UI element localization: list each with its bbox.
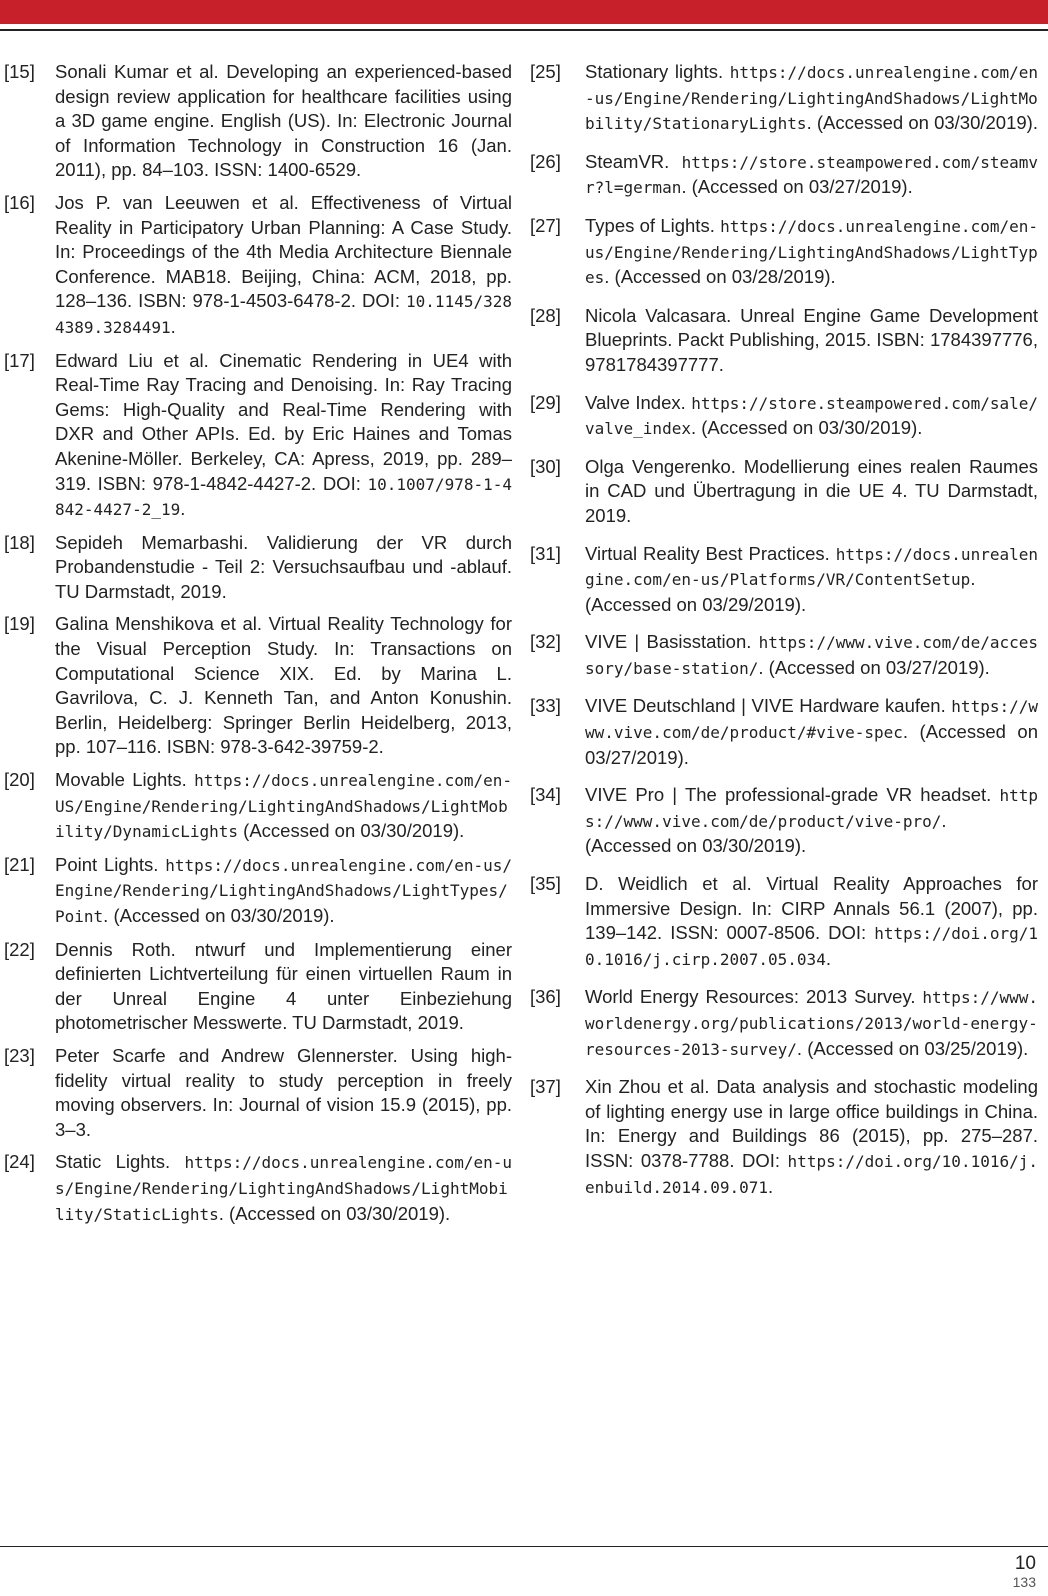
reference-text: Types of Lights.: [585, 214, 721, 236]
reference-text: Sepideh Memarbashi. Validierung der VR durch Probandenstudie - Teil 2: Versuchsaufbau und -ablauf. TU Darmstadt, 2019.: [55, 531, 512, 602]
reference-entry: [526, 630, 1038, 681]
reference-tail: . (Accessed on 03/30/2019).: [806, 112, 1038, 134]
reference-entry: [526, 150, 1038, 201]
reference-tail: . (Accessed on 03/28/2019).: [604, 266, 836, 288]
reference-link[interactable]: https://docs.unrealengine.com/en-us/Platforms/VR/ContentSetup: [585, 544, 1038, 590]
reference-number: [19]: [4, 613, 35, 635]
reference-text: Peter Scarfe and Andrew Glennerster. Using high-fidelity virtual reality to study perception in freely moving observers. In: Journal of vision 15.9 (2015), pp. 3–3.: [55, 1044, 512, 1140]
reference-link[interactable]: https://docs.unrealengine.com/en-us/Engine/Rendering/LightingAndShadows/LightTypes: [585, 216, 1038, 288]
reference-number: [26]: [530, 150, 561, 172]
reference-entry: [0, 768, 512, 845]
header-accent-bar: [0, 0, 1048, 24]
reference-tail: .: [768, 1175, 774, 1197]
reference-entry: [0, 60, 512, 183]
reference-link[interactable]: https://docs.unrealengine.com/en-us/Engine/Rendering/LightingAndShadows/LightTypes/Point: [55, 855, 512, 926]
reference-tail: .: [825, 947, 831, 969]
reference-tail: . (Accessed on 03/30/2019).: [690, 417, 923, 439]
reference-text: SteamVR.: [585, 150, 682, 172]
reference-number: [31]: [530, 542, 561, 564]
references-right-column: [526, 60, 1038, 1213]
references-left-column: [0, 60, 512, 1235]
reference-entry: [526, 455, 1038, 529]
reference-text: Galina Menshikova et al. Virtual Reality Technology for the Visual Perception Study. In: Transactions on Computational Science XIX. Ed. by Marina L. Gavrilova, C. J. Kenneth Tan, and Anton Konushin. Berlin, Heidelberg: Springer Berlin Heidelberg, 2013, pp. 107–116. ISBN: 978-3-642-39759-2.: [55, 613, 512, 758]
reference-tail: . (Accessed on 03/30/2019).: [585, 809, 947, 857]
reference-number: [27]: [530, 214, 561, 236]
footer-rule: [0, 1546, 1048, 1547]
reference-text: Edward Liu et al. Cinematic Rendering in UE4 with Real-Time Ray Tracing and Denoising. In: Ray Tracing Gems: High-Quality and Real-Time Rendering with DXR and Other APIs. Ed. by Eric Haines and Tomas Akenine-Möller. Berkeley, CA: Apress, 2019, pp. 289–319. ISBN: 978-1-4842-4427-2. DOI:: [55, 349, 512, 494]
reference-number: [29]: [530, 391, 561, 413]
reference-entry: [0, 1044, 512, 1142]
reference-text: Valve Index.: [585, 391, 692, 413]
reference-tail: . (Accessed on 03/30/2019).: [103, 905, 335, 926]
reference-link[interactable]: https://doi.org/10.1016/j.cirp.2007.05.034: [585, 924, 1038, 969]
reference-entry: [526, 694, 1038, 770]
reference-tail: . (Accessed on 03/27/2019).: [758, 656, 990, 678]
reference-link[interactable]: https://www.vive.com/de/product/vive-pro/: [585, 786, 1038, 831]
reference-number: [17]: [4, 349, 35, 371]
reference-link[interactable]: https://www.vive.com/de/product/#vive-spec: [585, 697, 1038, 743]
reference-link[interactable]: https://www.worldenergy.org/publications/2013/world-energy-resources-2013-survey/: [585, 988, 1038, 1059]
reference-entry: [0, 191, 512, 341]
reference-entry: [526, 985, 1038, 1062]
reference-number: [15]: [4, 61, 35, 82]
reference-entry: [526, 304, 1038, 378]
reference-tail: . (Accessed on 03/25/2019).: [796, 1037, 1029, 1059]
reference-tail: . (Accessed on 03/27/2019).: [681, 176, 913, 198]
reference-text: Stationary lights.: [585, 61, 730, 82]
reference-number: [35]: [530, 873, 561, 895]
reference-text: Nicola Valcasara. Unreal Engine Game Development Blueprints. Packt Publishing, 2015. ISBN: 1784397776, 9781784397777.: [585, 304, 1038, 375]
reference-link[interactable]: https://doi.org/10.1016/j.enbuild.2014.09.071: [585, 1151, 1038, 1197]
reference-number: [18]: [4, 531, 35, 553]
reference-number: [21]: [4, 853, 35, 875]
page-sub-number: 133: [1012, 1574, 1036, 1590]
reference-entry: [0, 1150, 512, 1227]
reference-number: [30]: [530, 455, 561, 477]
reference-link[interactable]: https://docs.unrealengine.com/en-us/Engine/Rendering/LightingAndShadows/LightMobility/StaticLights: [55, 1153, 512, 1224]
reference-number: [16]: [4, 191, 35, 213]
reference-text: VIVE Deutschland | VIVE Hardware kaufen.: [585, 695, 952, 717]
reference-text: Xin Zhou et al. Data analysis and stochastic modeling of lighting energy use in large office buildings in China. In: Energy and Buildings 86 (2015), pp. 275–287. ISSN: 0378-7788. DOI:: [585, 1076, 1038, 1171]
reference-link[interactable]: 10.1145/3284389.3284491: [55, 292, 512, 337]
reference-number: [28]: [530, 304, 561, 326]
reference-number: [22]: [4, 938, 35, 960]
reference-link[interactable]: https://docs.unrealengine.com/en-us/Engine/Rendering/LightingAndShadows/LightMobility/StationaryLights: [585, 63, 1038, 134]
reference-entry: [0, 938, 512, 1036]
reference-entry: [0, 853, 512, 930]
reference-number: [36]: [530, 986, 561, 1008]
reference-tail: . (Accessed on 03/27/2019).: [585, 721, 1038, 768]
reference-tail: (Accessed on 03/30/2019).: [238, 820, 465, 842]
reference-entry: [0, 531, 512, 605]
reference-entry: [0, 612, 512, 760]
reference-entry: [526, 872, 1038, 972]
reference-link[interactable]: 10.1007/978-1-4842-4427-2_19: [55, 474, 512, 520]
reference-text: Dennis Roth. ntwurf und Implementierung einer definierten Lichtverteilung für einen virtuellen Raum in der Unreal Engine 4 unter Einbeziehung photometrischer Messwerte. TU Darmstadt, 2019.: [55, 938, 512, 1034]
reference-entry: [0, 349, 512, 523]
reference-text: Static Lights.: [55, 1151, 185, 1173]
reference-entry: [526, 214, 1038, 291]
reference-text: Virtual Reality Best Practices.: [585, 542, 836, 564]
reference-link[interactable]: https://docs.unrealengine.com/en-US/Engine/Rendering/LightingAndShadows/LightMobility/DynamicLights: [55, 771, 512, 842]
reference-text: VIVE | Basisstation.: [585, 631, 759, 653]
reference-tail: .: [170, 315, 176, 337]
header-rule: [0, 29, 1048, 31]
reference-number: [25]: [530, 61, 561, 82]
reference-link[interactable]: https://store.steampowered.com/sale/valve_index: [585, 393, 1038, 439]
reference-entry: [526, 783, 1038, 859]
reference-number: [32]: [530, 631, 561, 653]
reference-tail: .: [180, 498, 186, 520]
reference-number: [24]: [4, 1151, 35, 1173]
reference-number: [20]: [4, 769, 35, 791]
reference-text: World Energy Resources: 2013 Survey.: [585, 986, 923, 1008]
reference-number: [34]: [530, 784, 561, 806]
reference-entry: [526, 1075, 1038, 1200]
reference-number: [33]: [530, 695, 561, 717]
reference-entry: [526, 542, 1038, 618]
page-number: 10: [1014, 1553, 1036, 1574]
reference-number: [23]: [4, 1044, 35, 1066]
reference-text: Point Lights.: [55, 853, 166, 875]
reference-link[interactable]: https://www.vive.com/de/accessory/base-station/: [585, 633, 1038, 678]
reference-entry: [526, 60, 1038, 137]
reference-tail: . (Accessed on 03/29/2019).: [585, 568, 976, 615]
reference-link[interactable]: https://store.steampowered.com/steamvr?l=german: [585, 152, 1038, 198]
reference-tail: . (Accessed on 03/30/2019).: [218, 1202, 451, 1224]
reference-entry: [526, 391, 1038, 442]
reference-text: Movable Lights.: [55, 769, 195, 791]
reference-text: Olga Vengerenko. Modellierung eines realen Raumes in CAD und Übertragung in die UE 4. TU Darmstadt, 2019.: [585, 455, 1038, 526]
reference-text: VIVE Pro | The professional-grade VR headset.: [585, 784, 1000, 806]
reference-number: [37]: [530, 1076, 561, 1098]
reference-text: D. Weidlich et al. Virtual Reality Approaches for Immersive Design. In: CIRP Annals 56.1 (2007), pp. 139–142. ISSN: 0007-8506. DOI:: [585, 873, 1038, 944]
reference-text: Jos P. van Leeuwen et al. Effectiveness of Virtual Reality in Participatory Urban Planning: A Case Study. In: Proceedings of the 4th Media Architecture Biennale Conference. MAB18. Beijing, China: ACM, 2018, pp. 128–136. ISBN: 978-1-4503-6478-2. DOI:: [55, 191, 512, 312]
reference-text: Sonali Kumar et al. Developing an experienced-based design review application for healthcare facilities using a 3D game engine. English (US). In: Electronic Journal of Information Technology in Construction 16 (Jan. 2011), pp. 84–103. ISSN: 1400-6529.: [55, 61, 512, 181]
